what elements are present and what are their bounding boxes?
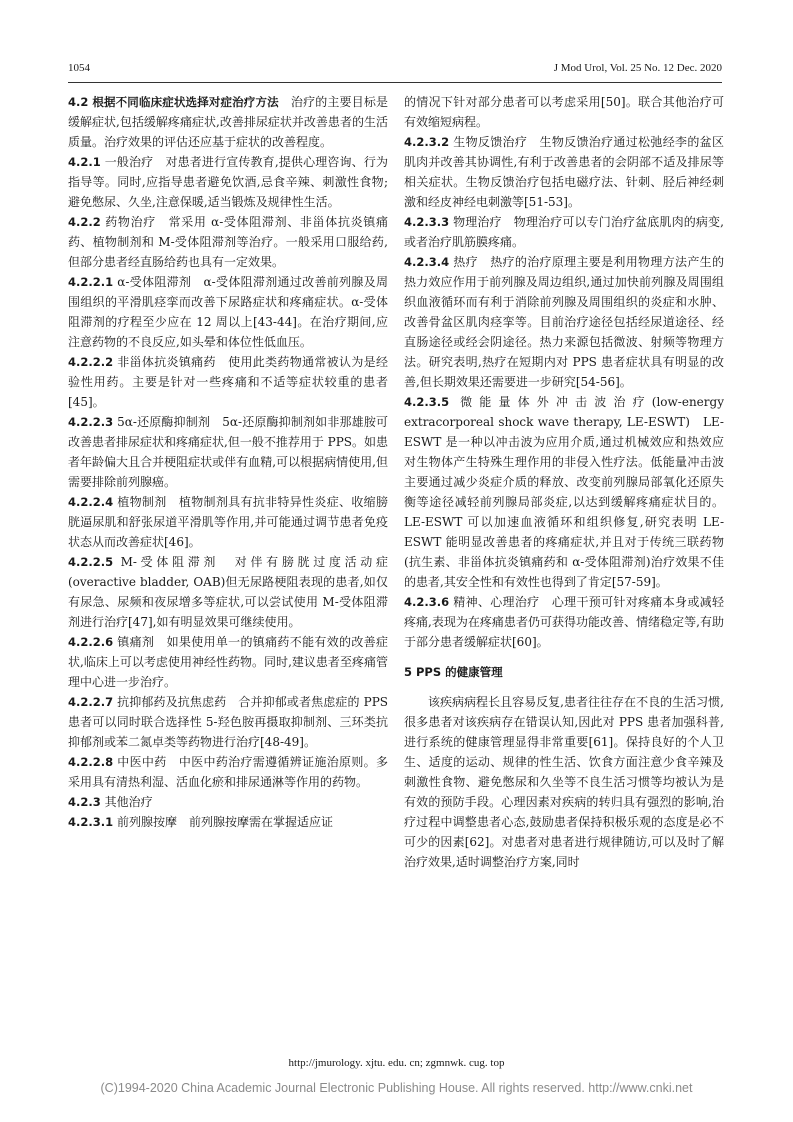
paragraph: 4.2.2.5 M-受体阻滞剂 对伴有膀胱过度活动症(overactive bladder, OAB)但无尿路梗阻表现的患者,如仅有尿急、尿频和夜尿增多等症状,可以尝试使用 M-受体阻滞剂进行治疗[47],如有明显效果可继续使用。 [68, 555, 388, 629]
paragraph: 4.2.3.6 精神、心理治疗 心理干预可针对疼痛本身或减轻疼痛,表现为在疼痛患者仍可获得功能改善、情绪稳定等,有助于部分患者缓解症状[60]。 [404, 595, 724, 649]
paragraph: 4.2.2.6 镇痛剂 如果使用单一的镇痛药不能有效的改善症状,临床上可以考虑使用神经性药物。同时,建议患者至疼痛管理中心进一步治疗。 [68, 635, 388, 689]
paragraph: 4.2.3.2 生物反馈治疗 生物反馈治疗通过松弛经李的盆区肌肉并改善其协调性,有利于改善患者的会阴部不适及排尿等相关症状。生物反馈治疗包括电磁疗法、针刺、胫后神经刺激和经皮神经电刺激等[51-53]。 [404, 135, 724, 209]
paragraph: 的情况下针对部分患者可以考虑采用[50]。联合其他治疗可有效缩短病程。 [404, 95, 724, 129]
paragraph: 4.2.2.3 5α-还原酶抑制剂 5α-还原酶抑制剂如非那雄胺可改善患者排尿症状和疼痛症状,但一般不推荐用于 PPS。如患者年龄偏大且合并梗阻症状或伴有血精,可以根据病情使用,但需要排除前列腺癌。 [68, 415, 389, 489]
paragraph: 4.2.2.1 α-受体阻滞剂 α-受体阻滞剂通过改善前列腺及周围组织的平滑肌痉挛而改善下尿路症状和疼痛症状。α-受体阻滞剂的疗程至少应在 12 周以上[43-44]。在治疗期间,应注意药物的不良反应,如头晕和体位性低血压。 [68, 275, 388, 349]
footer-url: http://jmurology. xjtu. edu. cn; zgmnwk. cug. top [288, 1057, 505, 1069]
paragraph: 4.2.2.2 非甾体抗炎镇痛药 使用此类药物通常被认为是经验性用药。主要是针对一些疼痛和不适等症状较重的患者[45]。 [68, 355, 388, 409]
paragraph: 4.2.3 其他治疗 [68, 795, 153, 809]
paragraph: 4.2 根据不同临床症状选择对症治疗方法 治疗的主要目标是缓解症状,包括缓解疼痛症状,改善排尿症状并改善患者的生活质量。治疗效果的评估还应基于症状的改善程度。 [68, 95, 388, 149]
header-rule [68, 82, 722, 83]
page-number: 1054 [68, 62, 90, 74]
paragraph: 4.2.2 药物治疗 常采用 α-受体阻滞剂、非甾体抗炎镇痛药、植物制剂和 M-受体阻滞剂等治疗。一般采用口服给药,但部分患者经直肠给药也具有一定效果。 [68, 215, 388, 269]
journal-citation: J Mod Urol, Vol. 25 No. 12 Dec. 2020 [553, 62, 722, 74]
paragraph: 4.2.2.7 抗抑郁药及抗焦虑药 合并抑郁或者焦虑症的 PPS 患者可以同时联合选择性 5-羟色胺再摄取抑制剂、三环类抗抑郁剂或苯二氮卓类等药物进行治疗[48-49]。 [68, 695, 388, 749]
left-column [68, 92, 388, 832]
paragraph: 4.2.3.4 热疗 热疗的治疗原理主要是利用物理方法产生的热力效应作用于前列腺及周边组织,通过加快前列腺及周围组织血液循环而有利于消除前列腺及周围组织的炎症和水肿、改善骨盆区肌肉痉挛等。目前治疗途径包括经尿道途径、经直肠途径或经会阴途径。热力来源包括微波、射频等物理方法。研究表明,热疗在短期内对 PPS 患者症状具有明显的改善,但长期效果还需要进一步研究[54-56]。 [404, 255, 724, 389]
paragraph: 4.2.2.4 植物制剂 植物制剂具有抗非特异性炎症、收缩膀胱逼尿肌和舒张尿道平滑肌等作用,并可能通过调节患者免疫状态从而改善症状[46]。 [68, 495, 388, 549]
copyright-watermark: (C)1994-2020 China Academic Journal Electronic Publishing House. All rights reserved. http://www.cnki.net [100, 1081, 693, 1095]
paragraph: 该疾病病程长且容易反复,患者往往存在不良的生活习惯,很多患者对该疾病存在错误认知,因此对 PPS 患者加强科普,进行系统的健康管理显得非常重要[61]。保持良好的个人卫生、适度的运动、规律的性生活、饮食方面注意少食辛辣及刺激性食物、避免憋尿和久坐等不良生活习惯等均被认为是有效的预防手段。心理因素对疾病的转归具有强烈的影响,治疗过程中调整患者心态,鼓励患者保持积极乐观的态度是必不可少的因素[62]。对患者对患者进行规律随访,可以及时了解治疗效果,适时调整治疗方案,同时 [404, 695, 724, 869]
paragraph: 4.2.1 一般治疗 对患者进行宣传教育,提供心理咨询、行为指导等。同时,应指导患者避免饮酒,忌食辛辣、刺激性食物;避免憋尿、久坐,注意保暖,适当锻炼及规律性生活。 [68, 155, 388, 209]
paragraph: 4.2.3.1 前列腺按摩 前列腺按摩需在掌握适应证 [68, 815, 333, 829]
paragraph: 4.2.2.8 中医中药 中医中药治疗需遵循辨证施治原则。多采用具有清热利湿、活血化瘀和排尿通淋等作用的药物。 [68, 755, 388, 789]
section-heading: 5 PPS 的健康管理 [404, 665, 503, 679]
paragraph: 4.2.3.5 微能量体外冲击波治疗(low-energy extracorporeal shock wave therapy, LE-ESWT) LE-ESWT 是一种以冲击波为应用介质,通过机械效应和热效应对生物体产生特殊生理作用的非侵入性疗法。低能量冲击波主要通过减少炎症介质的释放、改变前列腺局部氧化还原失衡等途径减轻前列腺局部炎症,以达到缓解疼痛症状目的。LE-ESWT 可以加速血液循环和组织修复,研究表明 LE-ESWT 能明显改善患者的疼痛症状,并且对于传统三联药物(抗生素、非甾体抗炎镇痛药和 α-受体阻滞剂)治疗效果不佳的患者,其安全性和有效性也得到了肯定[57-59]。 [404, 395, 724, 589]
paragraph: 4.2.3.3 物理治疗 物理治疗可以专门治疗盆底肌肉的病变,或者治疗肌筋膜疼痛。 [404, 215, 724, 249]
right-column [404, 92, 724, 872]
